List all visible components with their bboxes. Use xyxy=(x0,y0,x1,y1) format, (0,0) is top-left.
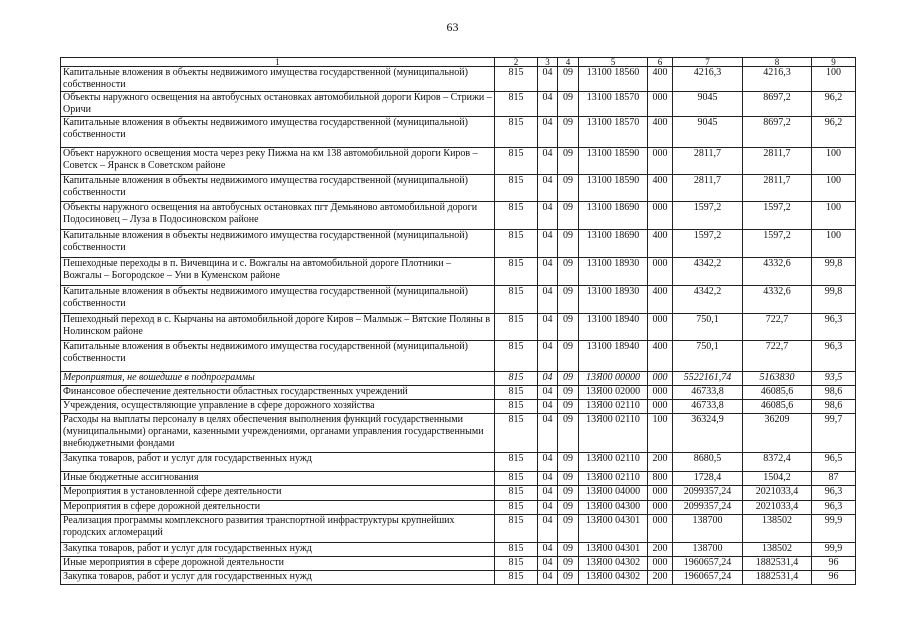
expense-type-cell: 400 xyxy=(648,67,673,92)
planned-amount-cell: 2099357,24 xyxy=(673,486,743,501)
actual-amount-cell: 4216,3 xyxy=(743,67,812,92)
target-article-cell: 13100 18570 xyxy=(579,117,648,148)
target-article-cell: 13100 18940 xyxy=(579,341,648,372)
planned-amount-cell: 9045 xyxy=(673,117,743,148)
subsection-code-cell: 09 xyxy=(558,314,579,341)
target-article-cell: 13Я00 04301 xyxy=(579,515,648,543)
table-row xyxy=(61,175,856,202)
expense-type-cell: 000 xyxy=(648,501,673,515)
section-code-cell: 04 xyxy=(538,557,558,571)
expense-name-cell: Капитальные вложения в объекты недвижимого имущества государственной (муниципальной) собственности xyxy=(61,175,495,202)
section-code-cell: 04 xyxy=(538,571,558,585)
target-article-cell: 13100 18590 xyxy=(579,148,648,175)
section-code-cell: 04 xyxy=(538,67,558,92)
actual-amount-cell: 1597,2 xyxy=(743,202,812,230)
ministry-code-cell: 815 xyxy=(495,557,538,571)
actual-amount-cell: 1597,2 xyxy=(743,230,812,258)
planned-amount-cell: 1960657,24 xyxy=(673,557,743,571)
execution-percent-cell: 96 xyxy=(812,571,856,585)
table-row xyxy=(61,571,856,585)
section-code-cell: 04 xyxy=(538,414,558,453)
ministry-code-cell: 815 xyxy=(495,543,538,557)
table-row xyxy=(61,67,856,92)
header-cell: 3 xyxy=(538,58,558,67)
header-cell: 1 xyxy=(61,58,495,67)
section-code-cell: 04 xyxy=(538,453,558,472)
ministry-code-cell: 815 xyxy=(495,286,538,314)
header-cell: 4 xyxy=(558,58,579,67)
actual-amount-cell: 8697,2 xyxy=(743,92,812,117)
subsection-code-cell: 09 xyxy=(558,472,579,486)
target-article-cell: 13100 18690 xyxy=(579,202,648,230)
section-code-cell: 04 xyxy=(538,515,558,543)
section-code-cell: 04 xyxy=(538,386,558,400)
target-article-cell: 13Я00 02110 xyxy=(579,453,648,472)
ministry-code-cell: 815 xyxy=(495,202,538,230)
section-code-cell: 04 xyxy=(538,543,558,557)
execution-percent-cell: 96,5 xyxy=(812,453,856,472)
subsection-code-cell: 09 xyxy=(558,175,579,202)
execution-percent-cell: 99,8 xyxy=(812,286,856,314)
table-row xyxy=(61,501,856,515)
execution-percent-cell: 96 xyxy=(812,557,856,571)
expense-name-cell: Объект наружного освещения моста через реку Пижма на км 138 автомобильной дороги Киров – Советск – Яранск в Советском районе xyxy=(61,148,495,175)
page-number: 63 xyxy=(446,20,459,34)
expense-type-cell: 400 xyxy=(648,175,673,202)
actual-amount-cell: 2811,7 xyxy=(743,148,812,175)
expense-name-cell: Мероприятия в установленной сфере деятельности xyxy=(61,486,495,501)
header-cell: 7 xyxy=(673,58,743,67)
expense-type-cell: 000 xyxy=(648,386,673,400)
target-article-cell: 13Я00 04301 xyxy=(579,543,648,557)
table-row xyxy=(61,148,856,175)
expense-type-cell: 000 xyxy=(648,202,673,230)
execution-percent-cell: 93,5 xyxy=(812,372,856,386)
execution-percent-cell: 100 xyxy=(812,202,856,230)
execution-percent-cell: 99,9 xyxy=(812,515,856,543)
expense-type-cell: 000 xyxy=(648,557,673,571)
expense-type-cell: 000 xyxy=(648,314,673,341)
expense-type-cell: 000 xyxy=(648,258,673,286)
ministry-code-cell: 815 xyxy=(495,175,538,202)
execution-percent-cell: 96,3 xyxy=(812,314,856,341)
section-code-cell: 04 xyxy=(538,372,558,386)
subsection-code-cell: 09 xyxy=(558,230,579,258)
ministry-code-cell: 815 xyxy=(495,67,538,92)
section-code-cell: 04 xyxy=(538,92,558,117)
planned-amount-cell: 138700 xyxy=(673,515,743,543)
expense-name-cell: Пешеходный переход в с. Кырчаны на автомобильной дороге Киров – Малмыж – Вятские Поляны в Нолинском районе xyxy=(61,314,495,341)
target-article-cell: 13Я00 04300 xyxy=(579,501,648,515)
table-row xyxy=(61,414,856,453)
section-code-cell: 04 xyxy=(538,230,558,258)
table-row xyxy=(61,314,856,341)
execution-percent-cell: 87 xyxy=(812,472,856,486)
execution-percent-cell: 100 xyxy=(812,230,856,258)
ministry-code-cell: 815 xyxy=(495,372,538,386)
execution-percent-cell: 96,2 xyxy=(812,117,856,148)
section-code-cell: 04 xyxy=(538,314,558,341)
ministry-code-cell: 815 xyxy=(495,314,538,341)
header-cell: 6 xyxy=(648,58,673,67)
table-row xyxy=(61,557,856,571)
table-row xyxy=(61,117,856,148)
planned-amount-cell: 46733,8 xyxy=(673,386,743,400)
section-code-cell: 04 xyxy=(538,117,558,148)
expense-type-cell: 800 xyxy=(648,472,673,486)
subsection-code-cell: 09 xyxy=(558,202,579,230)
subsection-code-cell: 09 xyxy=(558,400,579,414)
section-code-cell: 04 xyxy=(538,341,558,372)
expense-name-cell: Закупка товаров, работ и услуг для государственных нужд xyxy=(61,453,495,472)
expense-type-cell: 000 xyxy=(648,515,673,543)
table-row xyxy=(61,202,856,230)
actual-amount-cell: 2021033,4 xyxy=(743,501,812,515)
ministry-code-cell: 815 xyxy=(495,501,538,515)
expense-name-cell: Реализация программы комплексного развития транспортной инфраструктуры крупнейших городских агломераций xyxy=(61,515,495,543)
ministry-code-cell: 815 xyxy=(495,258,538,286)
expense-name-cell: Объекты наружного освещения на автобусных остановках пгт Демьяново автомобильной дороги Подосиновец – Луза в Подосиновском районе xyxy=(61,202,495,230)
expense-type-cell: 400 xyxy=(648,286,673,314)
actual-amount-cell: 8372,4 xyxy=(743,453,812,472)
planned-amount-cell: 1597,2 xyxy=(673,202,743,230)
subsection-code-cell: 09 xyxy=(558,286,579,314)
actual-amount-cell: 46085,6 xyxy=(743,400,812,414)
planned-amount-cell: 2811,7 xyxy=(673,175,743,202)
section-code-cell: 04 xyxy=(538,258,558,286)
section-code-cell: 04 xyxy=(538,486,558,501)
planned-amount-cell: 138700 xyxy=(673,543,743,557)
planned-amount-cell: 36324,9 xyxy=(673,414,743,453)
expense-type-cell: 200 xyxy=(648,543,673,557)
actual-amount-cell: 36209 xyxy=(743,414,812,453)
execution-percent-cell: 99,9 xyxy=(812,543,856,557)
expense-name-cell: Капитальные вложения в объекты недвижимого имущества государственной (муниципальной) собственности xyxy=(61,117,495,148)
execution-percent-cell: 100 xyxy=(812,67,856,92)
expense-name-cell: Иные мероприятия в сфере дорожной деятельности xyxy=(61,557,495,571)
subsection-code-cell: 09 xyxy=(558,258,579,286)
planned-amount-cell: 46733,8 xyxy=(673,400,743,414)
ministry-code-cell: 815 xyxy=(495,386,538,400)
planned-amount-cell: 1728,4 xyxy=(673,472,743,486)
ministry-code-cell: 815 xyxy=(495,341,538,372)
expense-type-cell: 000 xyxy=(648,400,673,414)
execution-percent-cell: 96,2 xyxy=(812,92,856,117)
actual-amount-cell: 722,7 xyxy=(743,341,812,372)
expense-name-cell: Закупка товаров, работ и услуг для государственных нужд xyxy=(61,571,495,585)
table-row xyxy=(61,400,856,414)
table-row xyxy=(61,486,856,501)
actual-amount-cell: 1882531,4 xyxy=(743,571,812,585)
planned-amount-cell: 1597,2 xyxy=(673,230,743,258)
expense-name-cell: Пешеходные переходы в п. Вичевщина и с. Вожгалы на автомобильной дороге Плотники – Вожгалы – Богородское – Уни в Куменском районе xyxy=(61,258,495,286)
header-cell: 5 xyxy=(579,58,648,67)
table-row xyxy=(61,341,856,372)
subsection-code-cell: 09 xyxy=(558,386,579,400)
subsection-code-cell: 09 xyxy=(558,148,579,175)
subsection-code-cell: 09 xyxy=(558,92,579,117)
ministry-code-cell: 815 xyxy=(495,400,538,414)
expense-name-cell: Закупка товаров, работ и услуг для государственных нужд xyxy=(61,543,495,557)
subsection-code-cell: 09 xyxy=(558,117,579,148)
table-row xyxy=(61,472,856,486)
expense-name-cell: Капитальные вложения в объекты недвижимого имущества государственной (муниципальной) собственности xyxy=(61,341,495,372)
section-code-cell: 04 xyxy=(538,148,558,175)
target-article-cell: 13Я00 04302 xyxy=(579,571,648,585)
target-article-cell: 13100 18940 xyxy=(579,314,648,341)
expense-name-cell: Финансовое обеспечение деятельности областных государственных учреждений xyxy=(61,386,495,400)
ministry-code-cell: 815 xyxy=(495,117,538,148)
subsection-code-cell: 09 xyxy=(558,414,579,453)
target-article-cell: 13Я00 00000 xyxy=(579,372,648,386)
section-code-cell: 04 xyxy=(538,175,558,202)
expense-name-cell: Объекты наружного освещения на автобусных остановках автомобильной дороги Киров – Стрижи – Оричи xyxy=(61,92,495,117)
ministry-code-cell: 815 xyxy=(495,472,538,486)
expense-name-cell: Капитальные вложения в объекты недвижимого имущества государственной (муниципальной) собственности xyxy=(61,67,495,92)
planned-amount-cell: 4342,2 xyxy=(673,286,743,314)
execution-percent-cell: 96,3 xyxy=(812,501,856,515)
subsection-code-cell: 09 xyxy=(558,557,579,571)
subsection-code-cell: 09 xyxy=(558,515,579,543)
planned-amount-cell: 750,1 xyxy=(673,314,743,341)
table-row xyxy=(61,258,856,286)
table-row xyxy=(61,515,856,543)
target-article-cell: 13100 18560 xyxy=(579,67,648,92)
table-row xyxy=(61,453,856,472)
execution-percent-cell: 99,8 xyxy=(812,258,856,286)
target-article-cell: 13Я00 04000 xyxy=(579,486,648,501)
ministry-code-cell: 815 xyxy=(495,486,538,501)
target-article-cell: 13Я00 02110 xyxy=(579,414,648,453)
target-article-cell: 13100 18570 xyxy=(579,92,648,117)
target-article-cell: 13100 18930 xyxy=(579,258,648,286)
table-row xyxy=(61,286,856,314)
header-cell: 8 xyxy=(743,58,812,67)
expense-type-cell: 400 xyxy=(648,230,673,258)
actual-amount-cell: 4332,6 xyxy=(743,258,812,286)
expense-type-cell: 400 xyxy=(648,117,673,148)
table-header-row xyxy=(61,58,856,67)
actual-amount-cell: 138502 xyxy=(743,515,812,543)
ministry-code-cell: 815 xyxy=(495,148,538,175)
section-code-cell: 04 xyxy=(538,501,558,515)
section-code-cell: 04 xyxy=(538,400,558,414)
ministry-code-cell: 815 xyxy=(495,571,538,585)
target-article-cell: 13Я00 04302 xyxy=(579,557,648,571)
section-code-cell: 04 xyxy=(538,202,558,230)
table-row xyxy=(61,230,856,258)
expense-name-cell: Капитальные вложения в объекты недвижимого имущества государственной (муниципальной) собственности xyxy=(61,286,495,314)
planned-amount-cell: 4216,3 xyxy=(673,67,743,92)
planned-amount-cell: 750,1 xyxy=(673,341,743,372)
ministry-code-cell: 815 xyxy=(495,230,538,258)
actual-amount-cell: 1504,2 xyxy=(743,472,812,486)
planned-amount-cell: 8680,5 xyxy=(673,453,743,472)
actual-amount-cell: 2811,7 xyxy=(743,175,812,202)
execution-percent-cell: 96,3 xyxy=(812,486,856,501)
planned-amount-cell: 5522161,74 xyxy=(673,372,743,386)
ministry-code-cell: 815 xyxy=(495,414,538,453)
actual-amount-cell: 2021033,4 xyxy=(743,486,812,501)
target-article-cell: 13100 18930 xyxy=(579,286,648,314)
ministry-code-cell: 815 xyxy=(495,453,538,472)
expense-type-cell: 400 xyxy=(648,341,673,372)
header-cell: 9 xyxy=(812,58,856,67)
planned-amount-cell: 2099357,24 xyxy=(673,501,743,515)
execution-percent-cell: 98,6 xyxy=(812,386,856,400)
subsection-code-cell: 09 xyxy=(558,453,579,472)
planned-amount-cell: 1960657,24 xyxy=(673,571,743,585)
expense-name-cell: Иные бюджетные ассигнования xyxy=(61,472,495,486)
subsection-code-cell: 09 xyxy=(558,543,579,557)
table-row xyxy=(61,372,856,386)
execution-percent-cell: 100 xyxy=(812,175,856,202)
subsection-code-cell: 09 xyxy=(558,67,579,92)
expense-type-cell: 000 xyxy=(648,92,673,117)
table-row xyxy=(61,543,856,557)
expense-name-cell: Учреждения, осуществляющие управление в сфере дорожного хозяйства xyxy=(61,400,495,414)
expense-type-cell: 000 xyxy=(648,372,673,386)
expense-type-cell: 200 xyxy=(648,453,673,472)
actual-amount-cell: 1882531,4 xyxy=(743,557,812,571)
execution-percent-cell: 96,3 xyxy=(812,341,856,372)
expense-name-cell: Капитальные вложения в объекты недвижимого имущества государственной (муниципальной) собственности xyxy=(61,230,495,258)
expense-name-cell: Мероприятия в сфере дорожной деятельности xyxy=(61,501,495,515)
expense-type-cell: 100 xyxy=(648,414,673,453)
subsection-code-cell: 09 xyxy=(558,486,579,501)
planned-amount-cell: 2811,7 xyxy=(673,148,743,175)
execution-percent-cell: 100 xyxy=(812,148,856,175)
planned-amount-cell: 4342,2 xyxy=(673,258,743,286)
actual-amount-cell: 46085,6 xyxy=(743,386,812,400)
target-article-cell: 13100 18590 xyxy=(579,175,648,202)
expense-type-cell: 000 xyxy=(648,486,673,501)
target-article-cell: 13100 18690 xyxy=(579,230,648,258)
section-code-cell: 04 xyxy=(538,472,558,486)
subsection-code-cell: 09 xyxy=(558,571,579,585)
expense-type-cell: 000 xyxy=(648,148,673,175)
expense-type-cell: 200 xyxy=(648,571,673,585)
subsection-code-cell: 09 xyxy=(558,341,579,372)
execution-percent-cell: 99,7 xyxy=(812,414,856,453)
target-article-cell: 13Я00 02110 xyxy=(579,472,648,486)
budget-table xyxy=(60,57,856,585)
header-cell: 2 xyxy=(495,58,538,67)
ministry-code-cell: 815 xyxy=(495,92,538,117)
actual-amount-cell: 8697,2 xyxy=(743,117,812,148)
execution-percent-cell: 98,6 xyxy=(812,400,856,414)
subsection-code-cell: 09 xyxy=(558,501,579,515)
expense-name-cell: Мероприятия, не вошедшие в подпрограммы xyxy=(61,372,495,386)
actual-amount-cell: 722,7 xyxy=(743,314,812,341)
actual-amount-cell: 138502 xyxy=(743,543,812,557)
expense-name-cell: Расходы на выплаты персоналу в целях обеспечения выполнения функций государственными (муниципальными) органами, казенными учреждениями, органами управления государственными внебюджетными фондами xyxy=(61,414,495,453)
subsection-code-cell: 09 xyxy=(558,372,579,386)
actual-amount-cell: 5163830 xyxy=(743,372,812,386)
target-article-cell: 13Я00 02000 xyxy=(579,386,648,400)
planned-amount-cell: 9045 xyxy=(673,92,743,117)
ministry-code-cell: 815 xyxy=(495,515,538,543)
section-code-cell: 04 xyxy=(538,286,558,314)
actual-amount-cell: 4332,6 xyxy=(743,286,812,314)
table-row xyxy=(61,92,856,117)
target-article-cell: 13Я00 02110 xyxy=(579,400,648,414)
table-row xyxy=(61,386,856,400)
